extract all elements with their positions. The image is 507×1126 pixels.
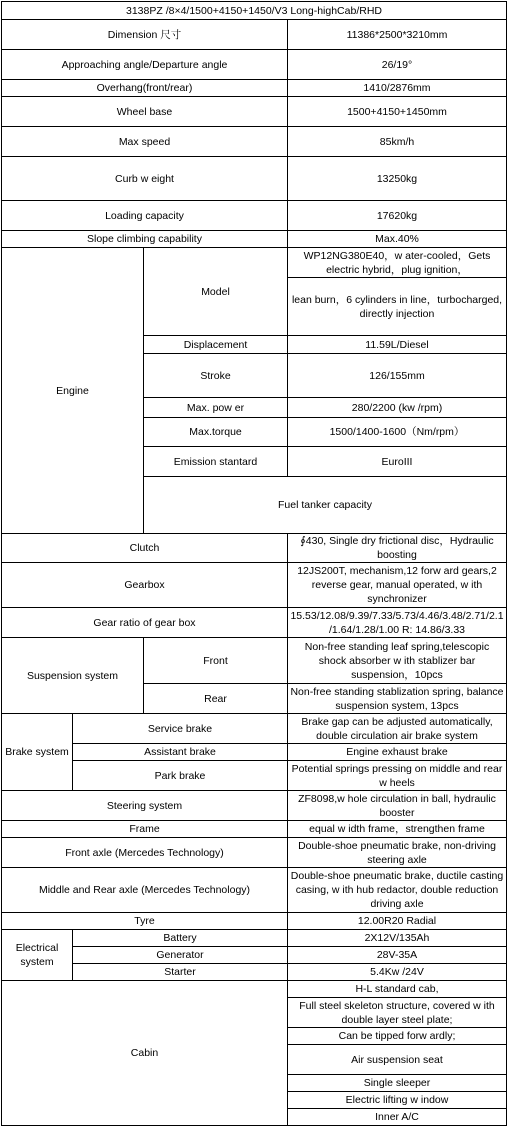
table-row <box>2 248 507 278</box>
row-label: Clutch <box>2 534 288 563</box>
row-value: ∮430, Single dry frictional disc，Hydraulic boosting <box>288 534 507 563</box>
row-value: 13250kg <box>288 157 507 201</box>
table-row <box>2 638 507 684</box>
group-label-cabin: Cabin <box>2 981 288 1126</box>
sub-label: Starter <box>73 964 288 981</box>
table-row <box>2 608 507 638</box>
table-row <box>2 157 507 201</box>
row-label: Max speed <box>2 127 288 157</box>
row-label: Steering system <box>2 791 288 821</box>
sub-value: WP12NG380E40，w ater-cooled，Gets electric hybrid，plug ignition， <box>288 248 507 278</box>
table-row <box>2 201 507 231</box>
cabin-item: Air suspension seat <box>288 1045 507 1075</box>
row-label: Front axle (Mercedes Technology) <box>2 838 288 868</box>
sub-value: Engine exhaust brake <box>288 744 507 761</box>
sub-value: 280/2200 (kw /rpm) <box>288 398 507 418</box>
sub-label: Service brake <box>73 714 288 744</box>
group-label-brake: Brake system <box>2 714 73 791</box>
table-row <box>2 231 507 248</box>
row-value: 12.00R20 Radial <box>288 913 507 930</box>
row-label: Slope climbing capability <box>2 231 288 248</box>
table-row <box>2 913 507 930</box>
sub-label: Battery <box>73 930 288 947</box>
table-row <box>2 761 507 791</box>
row-label: Dimension 尺寸 <box>2 20 288 50</box>
sub-value: lean burn，6 cylinders in line，turbocharged, directly injection <box>288 278 507 336</box>
row-label: Fuel tanker capacity <box>144 477 507 534</box>
row-value: 85km/h <box>288 127 507 157</box>
sub-label: Max.torque <box>144 418 288 447</box>
group-label-electrical: Electrical system <box>2 930 73 981</box>
table-row <box>2 868 507 913</box>
group-label-engine: Engine <box>2 248 144 534</box>
row-value: 11386*2500*3210mm <box>288 20 507 50</box>
row-label: Overhang(front/rear) <box>2 80 288 97</box>
cabin-item: Full steel skeleton structure, covered w ith double layer steel plate; <box>288 998 507 1028</box>
row-value: Double-shoe pneumatic brake, non-driving steering axle <box>288 838 507 868</box>
sub-label: Emission stantard <box>144 447 288 477</box>
cabin-item: Can be tipped forw ardly; <box>288 1028 507 1045</box>
group-label-suspension: Suspension system <box>2 638 144 714</box>
table-row <box>2 981 507 998</box>
table-row <box>2 838 507 868</box>
row-value: 17620kg <box>288 201 507 231</box>
row-value: ZF8098,w hole circulation in ball, hydraulic booster <box>288 791 507 821</box>
sub-value: 28V-35A <box>288 947 507 964</box>
row-label: Loading capacity <box>2 201 288 231</box>
sub-label: Rear <box>144 684 288 714</box>
row-value: 1410/2876mm <box>288 80 507 97</box>
row-label: Middle and Rear axle (Mercedes Technology) <box>2 868 288 913</box>
table-row <box>2 534 507 563</box>
table-row <box>2 50 507 80</box>
title-row <box>2 2 507 20</box>
table-row <box>2 947 507 964</box>
sub-value: Potential springs pressing on middle and rear w heels <box>288 761 507 791</box>
sub-label: Displacement <box>144 336 288 354</box>
row-value: 1500+4150+1450mm <box>288 97 507 127</box>
sub-label: Max. pow er <box>144 398 288 418</box>
cabin-item: Electric lifting w indow <box>288 1092 507 1109</box>
row-label: Frame <box>2 821 288 838</box>
table-row <box>2 80 507 97</box>
row-value: 15.53/12.08/9.39/7.33/5.73/4.46/3.48/2.71/2.1/1.64/1.28/1.00 R: 14.86/3.33 <box>288 608 507 638</box>
row-value: 26/19° <box>288 50 507 80</box>
cabin-item: Single sleeper <box>288 1075 507 1092</box>
table-row <box>2 744 507 761</box>
sub-value: 1500/1400-1600（Nm/rpm） <box>288 418 507 447</box>
sub-value: 126/155mm <box>288 354 507 398</box>
sub-value: 11.59L/Diesel <box>288 336 507 354</box>
table-row <box>2 714 507 744</box>
row-label: Gearbox <box>2 563 288 608</box>
row-value: 12JS200T, mechanism,12 forw ard gears,2 reverse gear, manual operated, w ith synchronizer <box>288 563 507 608</box>
row-value: Max.40% <box>288 231 507 248</box>
table-row <box>2 964 507 981</box>
table-row <box>2 791 507 821</box>
sub-label: Assistant brake <box>73 744 288 761</box>
row-label: Wheel base <box>2 97 288 127</box>
table-row <box>2 821 507 838</box>
sub-value: 2X12V/135Ah <box>288 930 507 947</box>
sub-value: Non-free standing leaf spring,telescopic shock absorber w ith stablizer bar suspension，10pcs <box>288 638 507 684</box>
sub-value: Non-free standing stablization spring, balance suspension system, 13pcs <box>288 684 507 714</box>
table-row <box>2 563 507 608</box>
row-label: Approaching angle/Departure angle <box>2 50 288 80</box>
sub-value: Brake gap can be adjusted automatically, double circulation air brake system <box>288 714 507 744</box>
table-row <box>2 930 507 947</box>
row-label: Curb w eight <box>2 157 288 201</box>
sub-label: Front <box>144 638 288 684</box>
row-label: Tyre <box>2 913 288 930</box>
table-row <box>2 97 507 127</box>
cabin-item: H-L standard cab, <box>288 981 507 998</box>
spec-table <box>1 1 507 1126</box>
sub-label: Park brake <box>73 761 288 791</box>
sub-label: Stroke <box>144 354 288 398</box>
cabin-item: Inner A/C <box>288 1109 507 1126</box>
row-value: equal w idth frame，strengthen frame <box>288 821 507 838</box>
row-value: Double-shoe pneumatic brake, ductile casting casing, w ith hub redactor, double reduction driving axle <box>288 868 507 913</box>
table-title: 3138PZ /8×4/1500+4150+1450/V3 Long-highCab/RHD <box>2 2 507 20</box>
sub-label: Model <box>144 248 288 336</box>
sub-value: EuroIII <box>288 447 507 477</box>
sub-label: Generator <box>73 947 288 964</box>
sub-value: 5.4Kw /24V <box>288 964 507 981</box>
row-label: Gear ratio of gear box <box>2 608 288 638</box>
table-row <box>2 127 507 157</box>
table-row <box>2 20 507 50</box>
